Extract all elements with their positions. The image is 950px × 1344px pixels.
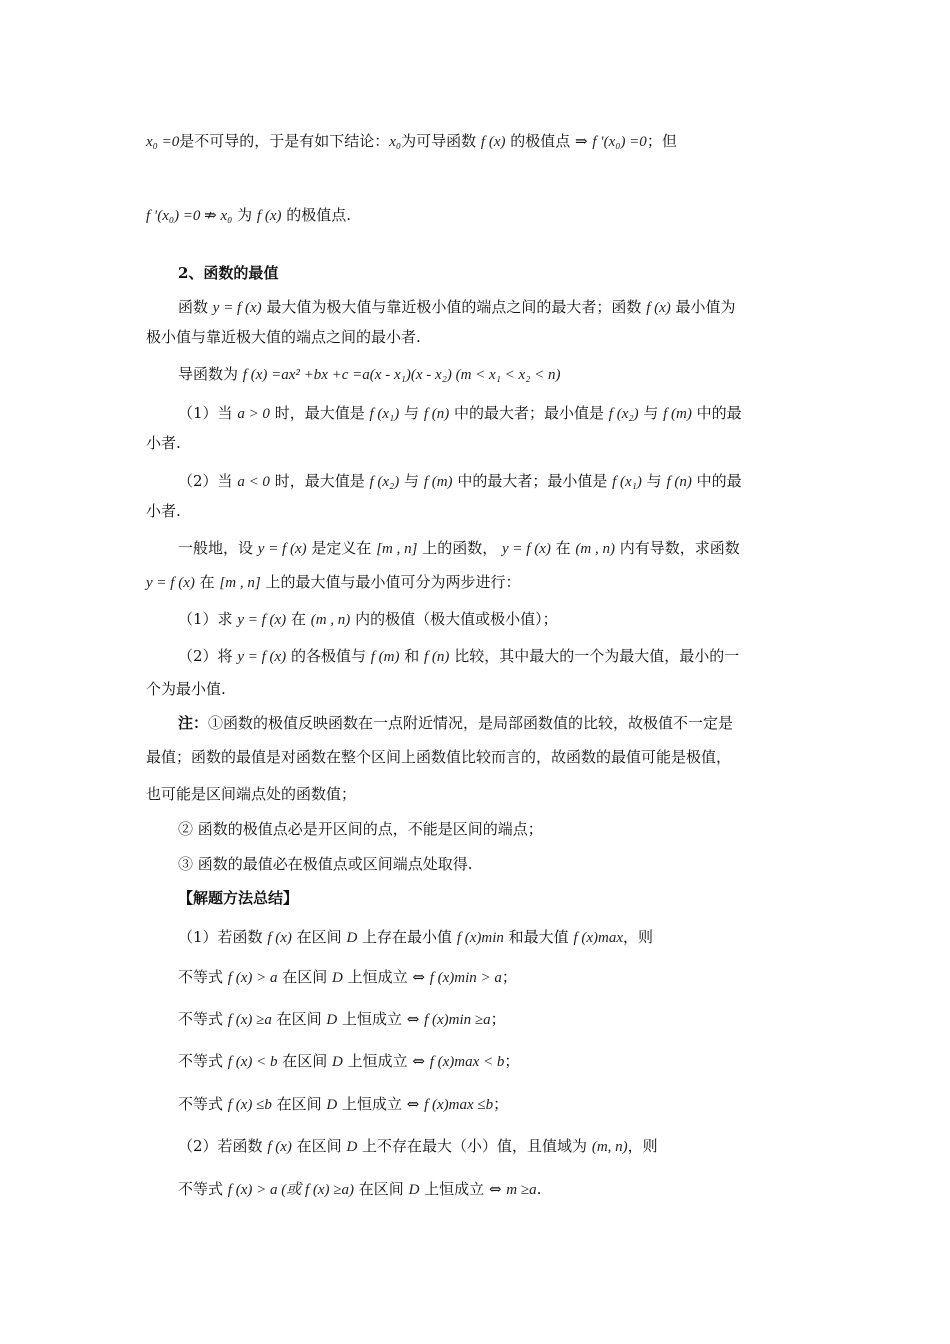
text-segment: 的各极值与 xyxy=(286,647,371,665)
text-segment: 中的最大者；最小值是 xyxy=(452,472,613,490)
text-segment: 为可导函数 xyxy=(401,132,481,150)
math-expression: f (x)max ≤b xyxy=(424,1097,494,1113)
text-segment: . xyxy=(536,1180,542,1198)
text-segment: 在区间 xyxy=(271,1010,327,1028)
text-line xyxy=(178,1050,519,1073)
text-line xyxy=(146,783,356,805)
math-expression: y = f (x) xyxy=(257,541,307,557)
text-segment: 中的最 xyxy=(691,472,742,490)
text-segment: 上恒成立 ⇔ xyxy=(342,1052,430,1070)
text-line xyxy=(178,608,558,631)
text-segment: 和 xyxy=(399,647,425,665)
text-segment: 在区间 xyxy=(354,1180,409,1198)
text-line xyxy=(178,966,517,989)
text-segment: 是定义在 xyxy=(306,539,377,557)
text-segment: 上的最大值与最小值可分为两步进行： xyxy=(260,573,521,591)
text-segment: 是不可导的，于是有如下结论： xyxy=(179,132,390,150)
math-expression: f (x₁) xyxy=(612,474,642,490)
text-segment: 注： xyxy=(178,714,209,732)
text-segment: 中的最 xyxy=(691,404,742,422)
math-expression: (m , n) xyxy=(310,612,351,628)
text-segment: 上存在最小值 xyxy=(357,928,457,946)
math-expression: f (x)min ≥a xyxy=(424,1012,491,1028)
text-segment: 不等式 xyxy=(178,1010,228,1028)
text-line xyxy=(178,1135,658,1158)
text-line xyxy=(178,926,653,949)
text-segment: 不等式 xyxy=(178,1095,228,1113)
math-expression: f (x) =ax² +bx +c =a(x - x₁)(x - x₂) (m < x₁ < x₂ < n) xyxy=(242,367,561,383)
text-segment: 在区间 xyxy=(277,968,333,986)
math-expression: f (x) > a (或 f (x) ≥a) xyxy=(227,1182,355,1198)
math-expression: f (x) xyxy=(267,1139,292,1155)
text-segment: （1）若函数 xyxy=(178,928,268,946)
math-expression: [m , n] xyxy=(219,575,261,591)
math-expression: f ′(x₀) =0 xyxy=(592,134,647,150)
text-line xyxy=(178,887,298,909)
math-expression: a < 0 xyxy=(237,474,270,490)
text-line xyxy=(146,500,181,522)
text-segment: 函数 xyxy=(178,298,213,316)
text-line xyxy=(178,402,742,425)
text-segment: 【解题方法总结】 xyxy=(178,889,299,907)
text-segment: 小者. xyxy=(146,434,181,452)
math-expression: x₀ =0 xyxy=(146,134,180,150)
text-segment: 的极值点. xyxy=(281,206,352,224)
text-segment: 在区间 xyxy=(291,928,347,946)
text-segment: 最值；函数的最值是对函数在整个区间上函数值比较而言的，故函数的最值可能是极值， xyxy=(146,748,732,766)
text-segment: 在 xyxy=(550,539,576,557)
math-expression: D xyxy=(332,970,343,986)
text-segment: 上恒成立 ⇔ xyxy=(419,1180,507,1198)
text-segment: 为 xyxy=(232,206,257,224)
text-line xyxy=(178,537,740,560)
math-expression: f ′(x₀) =0 ⇏ x₀ xyxy=(146,208,233,224)
text-line xyxy=(146,678,226,700)
text-segment: 和最大值 xyxy=(503,928,574,946)
math-expression: y = f (x) xyxy=(237,612,287,628)
text-segment: 与 xyxy=(399,472,424,490)
text-line xyxy=(146,432,181,454)
text-line xyxy=(178,853,473,875)
math-expression: f (x) xyxy=(646,300,671,316)
text-line xyxy=(146,204,351,227)
text-segment: 内的极值（极大值或极小值）； xyxy=(350,610,558,628)
text-segment: 一般地，设 xyxy=(178,539,258,557)
math-expression: y = f (x) xyxy=(212,300,262,316)
math-expression: (m , n) xyxy=(575,541,615,557)
math-expression: f (x) xyxy=(267,930,292,946)
text-segment: 不等式 xyxy=(178,1052,228,1070)
text-segment: 时，最大值是 xyxy=(269,472,370,490)
text-segment: （1）求 xyxy=(178,610,238,628)
math-expression: x₀ xyxy=(389,134,402,150)
text-line xyxy=(178,296,736,319)
math-expression: f (n) xyxy=(424,649,450,665)
math-expression: f (m) xyxy=(663,406,692,422)
math-expression: D xyxy=(332,1054,343,1070)
math-expression: D xyxy=(346,1139,358,1155)
text-segment: 极小值与靠近极大值的端点之间的最小者. xyxy=(146,328,421,346)
math-expression: D xyxy=(346,930,358,946)
text-line xyxy=(146,571,520,594)
math-expression: f (x) ≥a xyxy=(227,1012,272,1028)
math-expression: D xyxy=(326,1097,338,1113)
text-line xyxy=(178,262,278,284)
math-expression: f (x)min > a xyxy=(429,970,502,986)
text-segment: 与 xyxy=(638,404,664,422)
text-segment: 最大值为极大值与靠近极小值的端点之间的最大者；函数 xyxy=(261,298,647,316)
text-segment: 的极值点 ⇒ xyxy=(505,132,593,150)
text-segment: 小者. xyxy=(146,502,181,520)
text-line xyxy=(178,1008,506,1031)
text-segment: 导函数为 xyxy=(178,365,243,383)
math-expression: y = f (x) xyxy=(237,649,287,665)
text-segment: 上恒成立 ⇔ xyxy=(337,1010,425,1028)
text-segment: 内有导数，求函数 xyxy=(614,539,740,557)
math-expression: f (x) ≤b xyxy=(227,1097,272,1113)
math-expression: f (n) xyxy=(423,406,450,422)
text-segment: 不等式 xyxy=(178,1180,228,1198)
math-expression: f (x) xyxy=(480,134,506,150)
math-expression: (m, n) xyxy=(591,1139,628,1155)
text-line xyxy=(178,645,739,668)
math-expression: f (m) xyxy=(423,474,453,490)
math-expression: f (x₂) xyxy=(608,406,639,422)
math-expression: f (x) xyxy=(256,208,282,224)
math-expression: m ≥a xyxy=(506,1182,537,1198)
text-segment: 个为最小值. xyxy=(146,680,226,698)
math-expression: f (x₂) xyxy=(369,474,400,490)
text-segment: 上不存在最大（小）值，且值域为 xyxy=(357,1137,592,1155)
math-expression: a > 0 xyxy=(237,406,270,422)
text-segment: ，则 xyxy=(627,1137,658,1155)
text-segment: ； xyxy=(490,1010,506,1028)
math-expression: f (x) > a xyxy=(227,970,278,986)
text-segment: 上恒成立 ⇔ xyxy=(342,968,430,986)
math-expression: f (x)min xyxy=(456,930,504,946)
math-expression: D xyxy=(408,1182,420,1198)
text-segment: （2）将 xyxy=(178,647,238,665)
text-segment: 上的函数， xyxy=(417,539,502,557)
text-line xyxy=(178,470,742,493)
math-expression: f (m) xyxy=(370,649,400,665)
text-segment: 在区间 xyxy=(291,1137,347,1155)
text-segment: ； xyxy=(504,1052,520,1070)
text-segment: 在区间 xyxy=(271,1095,327,1113)
text-segment: （2）若函数 xyxy=(178,1137,268,1155)
text-segment: 上恒成立 ⇔ xyxy=(337,1095,425,1113)
text-segment: 比较，其中最大的一个为最大值，最小的一 xyxy=(449,647,740,665)
text-segment: 最小值为 xyxy=(670,298,736,316)
text-segment: ①函数的极值反映函数在一点附近情况，是局部函数值的比较，故极值不一定是 xyxy=(208,714,734,732)
text-segment: 与 xyxy=(641,472,667,490)
text-segment: ，则 xyxy=(623,928,654,946)
text-line xyxy=(146,326,421,348)
text-segment: ； xyxy=(493,1095,509,1113)
text-segment: ③ 函数的最值必在极值点或区间端点处取得. xyxy=(178,855,473,873)
text-line xyxy=(178,712,733,734)
math-expression: f (x)max xyxy=(573,930,624,946)
text-segment: ； xyxy=(501,968,517,986)
text-segment: 2、函数的最值 xyxy=(178,264,279,282)
math-expression: y = f (x) xyxy=(502,541,551,557)
text-segment: 与 xyxy=(399,404,424,422)
text-segment: （2）当 xyxy=(178,472,238,490)
text-line xyxy=(178,818,543,840)
text-segment: ② 函数的极值点必是开区间的点，不能是区间的端点； xyxy=(178,820,543,838)
text-line xyxy=(178,1178,541,1201)
math-expression: f (x₁) xyxy=(369,406,400,422)
text-segment: 不等式 xyxy=(178,968,228,986)
text-segment: 也可能是区间端点处的函数值； xyxy=(146,785,357,803)
text-line xyxy=(146,746,731,768)
text-segment: 在区间 xyxy=(277,1052,333,1070)
text-segment: 在 xyxy=(194,573,220,591)
text-segment: 中的最大者；最小值是 xyxy=(449,404,609,422)
math-expression: D xyxy=(326,1012,338,1028)
text-segment: （1）当 xyxy=(178,404,238,422)
math-expression: [m , n] xyxy=(376,541,418,557)
math-expression: f (x)max < b xyxy=(429,1054,505,1070)
text-line xyxy=(178,1093,508,1116)
text-segment: 在 xyxy=(286,610,311,628)
text-line xyxy=(146,130,677,153)
text-segment: 时，最大值是 xyxy=(269,404,370,422)
math-expression: f (n) xyxy=(666,474,692,490)
text-segment: ；但 xyxy=(646,132,677,150)
math-expression: f (x) < b xyxy=(227,1054,278,1070)
math-expression: y = f (x) xyxy=(146,575,195,591)
text-line xyxy=(178,363,561,386)
